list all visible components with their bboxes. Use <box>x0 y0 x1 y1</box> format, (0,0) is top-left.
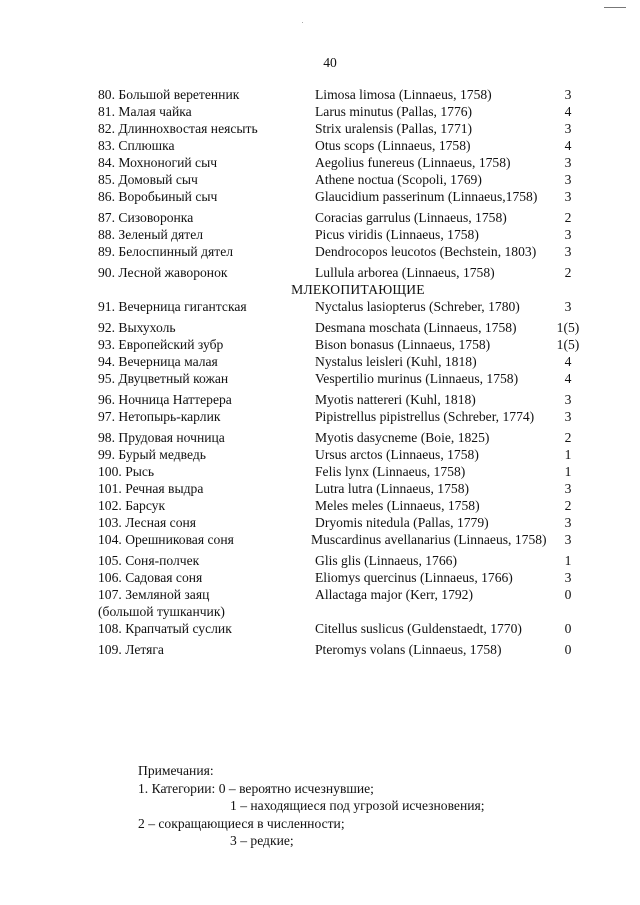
species-row <box>98 531 598 548</box>
species-name: 94. Вечерница малая <box>98 354 218 369</box>
species-latin: Athene noctua (Scopoli, 1769) <box>315 172 482 187</box>
species-latin: Vespertilio murinus (Linnaeus, 1758) <box>315 371 519 386</box>
species-name: 93. Европейский зубр <box>98 337 224 352</box>
species-row <box>98 336 598 353</box>
species-category: 3 <box>564 515 572 530</box>
section-heading-mammals: МЛЕКОПИТАЮЩИЕ <box>291 282 425 297</box>
species-latin: Coracias garrulus (Linnaeus, 1758) <box>315 210 507 225</box>
species-latin: Allactaga major (Kerr, 1792) <box>315 587 473 602</box>
species-category: 3 <box>564 532 572 547</box>
species-row <box>98 319 598 336</box>
species-row <box>98 120 598 137</box>
species-name: 99. Бурый медведь <box>98 447 206 462</box>
species-name: 85. Домовый сыч <box>98 172 198 187</box>
species-latin: Picus viridis (Linnaeus, 1758) <box>315 227 479 242</box>
species-latin: Dryomis nitedula (Pallas, 1779) <box>315 515 489 530</box>
species-row <box>98 209 598 226</box>
species-name: 107. Земляной заяц (большой тушканчик) <box>98 587 225 619</box>
species-category: 3 <box>564 155 572 170</box>
species-row <box>98 446 598 463</box>
species-row <box>98 391 598 408</box>
species-name: 104. Орешниковая соня <box>98 532 234 547</box>
species-row <box>98 137 598 154</box>
species-row <box>98 408 598 425</box>
species-name: 101. Речная выдра <box>98 481 204 496</box>
species-name: 90. Лесной жаворонок <box>98 265 228 280</box>
species-category: 3 <box>564 409 572 424</box>
species-latin: Meles meles (Linnaeus, 1758) <box>315 498 480 513</box>
species-latin: Felis lynx (Linnaeus, 1758) <box>315 464 466 479</box>
species-name: 86. Воробьиный сыч <box>98 189 218 204</box>
scan-speck <box>302 22 303 23</box>
species-name: 102. Барсук <box>98 498 166 513</box>
species-latin: Nystalus leisleri (Kuhl, 1818) <box>315 354 477 369</box>
species-latin: Lullula arborea (Linnaeus, 1758) <box>315 265 495 280</box>
species-latin: Bison bonasus (Linnaeus, 1758) <box>315 337 491 352</box>
species-row <box>98 103 598 120</box>
species-row <box>98 171 598 188</box>
species-latin: Pteromys volans (Linnaeus, 1758) <box>315 642 502 657</box>
notes-title: Примечания: <box>138 763 214 778</box>
species-category: 1 <box>564 447 572 462</box>
species-latin: Muscardinus avellanarius (Linnaeus, 1758) <box>311 532 547 547</box>
species-category: 1 <box>564 553 572 568</box>
species-latin: Larus minutus (Pallas, 1776) <box>315 104 473 119</box>
species-row <box>98 243 598 260</box>
species-category: 3 <box>564 570 572 585</box>
species-category: 1(5) <box>556 337 580 352</box>
species-category: 4 <box>564 138 572 153</box>
species-category: 3 <box>564 244 572 259</box>
species-row <box>98 620 598 637</box>
species-row <box>98 188 598 205</box>
notes-line: 2 – сокращающиеся в численности; <box>138 815 345 831</box>
species-row <box>98 463 598 480</box>
species-latin: Ursus arctos (Linnaeus, 1758) <box>315 447 479 462</box>
species-row <box>98 353 598 370</box>
species-latin: Limosa limosa (Linnaeus, 1758) <box>315 87 492 102</box>
species-list <box>98 86 598 658</box>
page-number: 40 <box>323 55 337 70</box>
notes-line: 1 – находящиеся под угрозой исчезновения; <box>230 798 485 813</box>
species-category: 4 <box>564 104 572 119</box>
species-name: 97. Нетопырь-карлик <box>98 409 221 424</box>
species-category: 0 <box>564 621 572 636</box>
species-row <box>98 641 598 658</box>
notes-line: 1. Категории: 0 – вероятно исчезнувшие; <box>138 780 374 796</box>
species-latin: Desmana moschata (Linnaeus, 1758) <box>315 320 517 335</box>
species-latin: Lutra lutra (Linnaeus, 1758) <box>315 481 470 496</box>
species-latin: Myotis nattereri (Kuhl, 1818) <box>315 392 476 407</box>
species-latin: Otus scops (Linnaeus, 1758) <box>315 138 471 153</box>
species-row <box>98 552 598 569</box>
notes-line: 3 – редкие; <box>230 833 294 848</box>
species-category: 3 <box>564 172 572 187</box>
species-latin: Glis glis (Linnaeus, 1766) <box>315 553 457 568</box>
species-latin: Dendrocopos leucotos (Bechstein, 1803) <box>315 244 537 259</box>
species-name: 105. Соня-полчек <box>98 553 200 568</box>
species-category: 3 <box>564 299 572 314</box>
species-latin: Myotis dasycneme (Boie, 1825) <box>315 430 490 445</box>
species-category: 3 <box>564 189 572 204</box>
species-category: 2 <box>564 498 572 513</box>
species-latin: Glaucidium passerinum (Linnaeus,1758) <box>315 189 538 204</box>
species-category: 2 <box>564 430 572 445</box>
species-latin: Nyctalus lasiopterus (Schreber, 1780) <box>315 299 520 314</box>
species-name: 95. Двуцветный кожан <box>98 371 229 386</box>
species-name: 98. Прудовая ночница <box>98 430 225 445</box>
species-name: 83. Сплюшка <box>98 138 175 153</box>
species-name: 84. Мохноногий сыч <box>98 155 218 170</box>
species-name: 96. Ночница Наттерера <box>98 392 232 407</box>
species-category: 2 <box>564 265 572 280</box>
notes <box>138 762 485 850</box>
species-name: 88. Зеленый дятел <box>98 227 204 242</box>
species-row <box>98 226 598 243</box>
species-row <box>98 298 598 315</box>
species-category: 1 <box>564 464 572 479</box>
species-row <box>98 264 598 281</box>
species-row <box>98 86 598 103</box>
species-category: 3 <box>564 227 572 242</box>
species-name: 92. Выхухоль <box>98 320 176 335</box>
species-category: 2 <box>564 210 572 225</box>
species-category: 3 <box>564 392 572 407</box>
species-category: 1(5) <box>556 320 580 335</box>
species-name: 91. Вечерница гигантская <box>98 299 247 314</box>
species-latin: Eliomys quercinus (Linnaeus, 1766) <box>315 570 513 585</box>
species-row <box>98 370 598 387</box>
species-category: 3 <box>564 481 572 496</box>
species-latin: Strix uralensis (Pallas, 1771) <box>315 121 473 136</box>
species-name: 108. Крапчатый суслик <box>98 621 232 636</box>
species-row <box>98 569 598 586</box>
species-name: 109. Летяга <box>98 642 164 657</box>
species-latin: Citellus suslicus (Guldenstaedt, 1770) <box>315 621 522 636</box>
species-name: 106. Садовая соня <box>98 570 203 585</box>
species-category: 3 <box>564 87 572 102</box>
species-row <box>98 480 598 497</box>
species-category: 4 <box>564 371 572 386</box>
species-row <box>98 514 598 531</box>
species-row <box>98 586 598 620</box>
species-name: 80. Большой веретенник <box>98 87 240 102</box>
species-name: 82. Длиннохвостая неясыть <box>98 121 258 136</box>
species-latin: Pipistrellus pipistrellus (Schreber, 1774) <box>315 409 535 424</box>
species-name: 89. Белоспинный дятел <box>98 244 234 259</box>
species-name: 81. Малая чайка <box>98 104 192 119</box>
species-category: 4 <box>564 354 572 369</box>
species-name: 87. Сизоворонка <box>98 210 194 225</box>
species-category: 3 <box>564 121 572 136</box>
species-category: 0 <box>564 587 572 602</box>
scan-mark <box>604 7 626 8</box>
species-row <box>98 429 598 446</box>
species-latin: Aegolius funereus (Linnaeus, 1758) <box>315 155 511 170</box>
species-row <box>98 154 598 171</box>
species-name: 100. Рысь <box>98 464 155 479</box>
species-name: 103. Лесная соня <box>98 515 197 530</box>
species-category: 0 <box>564 642 572 657</box>
species-row <box>98 497 598 514</box>
